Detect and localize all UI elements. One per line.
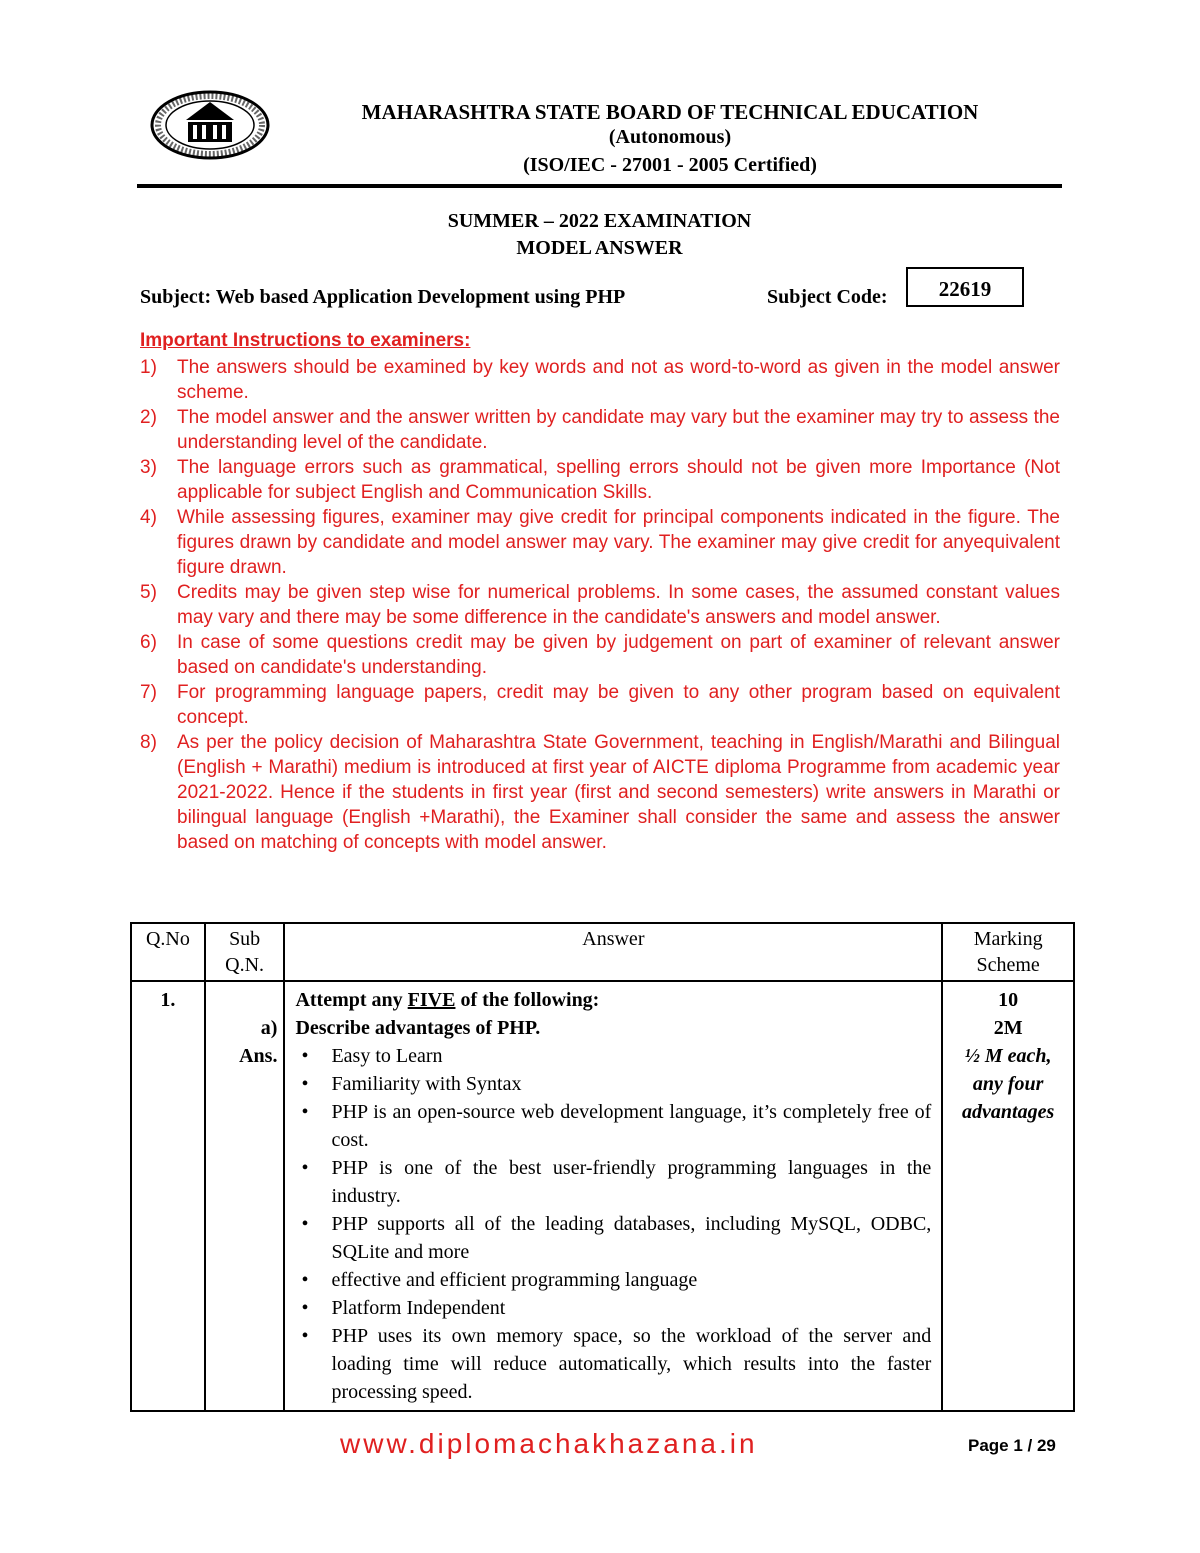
subject-code-label: Subject Code: — [767, 286, 888, 308]
header-marking-scheme: Marking Scheme — [942, 923, 1074, 981]
list-item — [295, 1322, 931, 1406]
board-status: (Autonomous) — [608, 126, 732, 148]
instruction-text: The answers should be examined by key words and not as word-to-word as given in the model answer scheme. — [177, 357, 1060, 403]
list-item-text: effective and efficient programming language — [331, 1269, 698, 1291]
answer-table — [130, 922, 1075, 1412]
model-answer-title: MODEL ANSWER — [516, 237, 683, 259]
list-item — [295, 1042, 931, 1070]
list-item-text: PHP is an open-source web development language, it’s completely free of cost. — [331, 1101, 932, 1151]
mark-total: 10 — [998, 989, 1019, 1011]
bullet-icon: • — [301, 1045, 309, 1067]
list-item — [295, 1070, 931, 1098]
cell-sub-qn — [205, 981, 285, 1411]
table-row — [131, 981, 1074, 1411]
list-item-text: Easy to Learn — [331, 1045, 443, 1067]
subject-name: Subject: Web based Application Development using PHP — [140, 286, 626, 308]
list-item-text: PHP uses its own memory space, so the workload of the server and loading time will reduce automatically, which results into the faster processing speed. — [331, 1325, 932, 1403]
list-item-text: PHP is one of the best user-friendly programming languages in the industry. — [331, 1157, 932, 1207]
answer-label: Ans. — [239, 1045, 278, 1067]
instruction-number: 1) — [140, 357, 157, 378]
instruction-item — [140, 505, 1060, 580]
bullet-icon: • — [301, 1297, 309, 1319]
instruction-item — [140, 730, 1060, 855]
attempt-instruction — [295, 986, 931, 1014]
instruction-text: The language errors such as grammatical, spelling errors should not be given more Importance (Not applicable for subject English and Communication Skills. — [177, 457, 1060, 503]
instruction-text: For programming language papers, credit may be given to any other program based on equivalent concept. — [177, 682, 1060, 728]
cell-qno: 1. — [131, 981, 205, 1411]
cell-marking — [942, 981, 1074, 1411]
question-text: Describe advantages of PHP. — [295, 1017, 541, 1039]
instructions-heading: Important Instructions to examiners: — [140, 330, 471, 351]
instruction-number: 4) — [140, 507, 157, 528]
instruction-item — [140, 405, 1060, 455]
board-name: MAHARASHTRA STATE BOARD OF TECHNICAL EDUCATION — [361, 100, 979, 124]
mark-note-line2: any four — [972, 1073, 1044, 1095]
advantages-list — [295, 1042, 931, 1406]
instruction-number: 7) — [140, 682, 157, 703]
subject-code-value: 22619 — [906, 267, 1024, 307]
spacer — [212, 986, 278, 1014]
instruction-item — [140, 580, 1060, 630]
header-sub-qn: Sub Q.N. — [205, 923, 285, 981]
msbte-logo-seal — [150, 90, 270, 160]
attempt-text: Attempt any — [295, 989, 408, 1011]
attempt-text-end: of the following: — [455, 989, 600, 1011]
instruction-text: Credits may be given step wise for numerical problems. In some cases, the assumed constant values may vary and there may be some difference in the candidate's answers and model answer. — [177, 582, 1060, 628]
exam-title: SUMMER – 2022 EXAMINATION — [447, 210, 752, 232]
list-item-text: PHP supports all of the leading databases, including MySQL, ODBC, SQLite and more — [331, 1213, 932, 1263]
list-item — [295, 1294, 931, 1322]
bullet-icon: • — [301, 1269, 309, 1291]
attempt-count: FIVE — [407, 989, 456, 1011]
bullet-icon: • — [301, 1073, 309, 1095]
header-qno: Q.No — [131, 923, 205, 981]
list-item — [295, 1266, 931, 1294]
bullet-icon: • — [301, 1101, 309, 1123]
instruction-text: As per the policy decision of Maharashtra State Government, teaching in English/Marathi and Bilingual (English + Marathi) medium is introduced at first year of AICTE diploma Programme from academic year 2021-2022. Hence if the students in first year (first and second semesters) write answers in Marathi or bilingual language (English +Marathi), the Examiner shall consider the same and assess the answer based on matching of concepts with model answer. — [177, 732, 1060, 853]
instruction-item — [140, 355, 1060, 405]
list-item — [295, 1098, 931, 1154]
sub-question-label: a) — [260, 1017, 278, 1039]
instruction-number: 6) — [140, 632, 157, 653]
cell-answer — [284, 981, 942, 1411]
header-answer: Answer — [284, 923, 942, 981]
bullet-icon: • — [301, 1213, 309, 1235]
instruction-text: The model answer and the answer written by candidate may vary but the examiner may try to assess the understanding level of the candidate. — [177, 407, 1060, 453]
list-item-text: Familiarity with Syntax — [331, 1073, 522, 1095]
instruction-item — [140, 455, 1060, 505]
mark-note-line1: ½ M each, — [964, 1045, 1052, 1067]
instruction-item — [140, 630, 1060, 680]
instruction-number: 8) — [140, 732, 157, 753]
list-item-text: Platform Independent — [331, 1297, 506, 1319]
list-item — [295, 1210, 931, 1266]
instruction-number: 3) — [140, 457, 157, 478]
bullet-icon: • — [301, 1325, 309, 1347]
mark-question: 2M — [993, 1017, 1023, 1039]
mark-note-line3: advantages — [962, 1101, 1055, 1123]
board-certification: (ISO/IEC - 27001 - 2005 Certified) — [523, 154, 817, 176]
instruction-text: While assessing figures, examiner may give credit for principal components indicated in the figure. The figures drawn by candidate and model answer may vary. The examiner may give credit for anyequivalent figure drawn. — [177, 507, 1060, 578]
instruction-number: 5) — [140, 582, 157, 603]
list-item — [295, 1154, 931, 1210]
header-divider — [137, 184, 1062, 188]
bullet-icon: • — [301, 1157, 309, 1179]
footer-website-link[interactable]: www.diplomachakhazana.in — [340, 1428, 758, 1459]
instruction-text: In case of some questions credit may be given by judgement on part of examiner of relevant answer based on candidate's understanding. — [177, 632, 1060, 678]
instruction-item — [140, 680, 1060, 730]
instructions-list — [140, 355, 1060, 855]
table-header-row — [131, 923, 1074, 981]
page-number: Page 1 / 29 — [968, 1436, 1056, 1455]
instruction-number: 2) — [140, 407, 157, 428]
